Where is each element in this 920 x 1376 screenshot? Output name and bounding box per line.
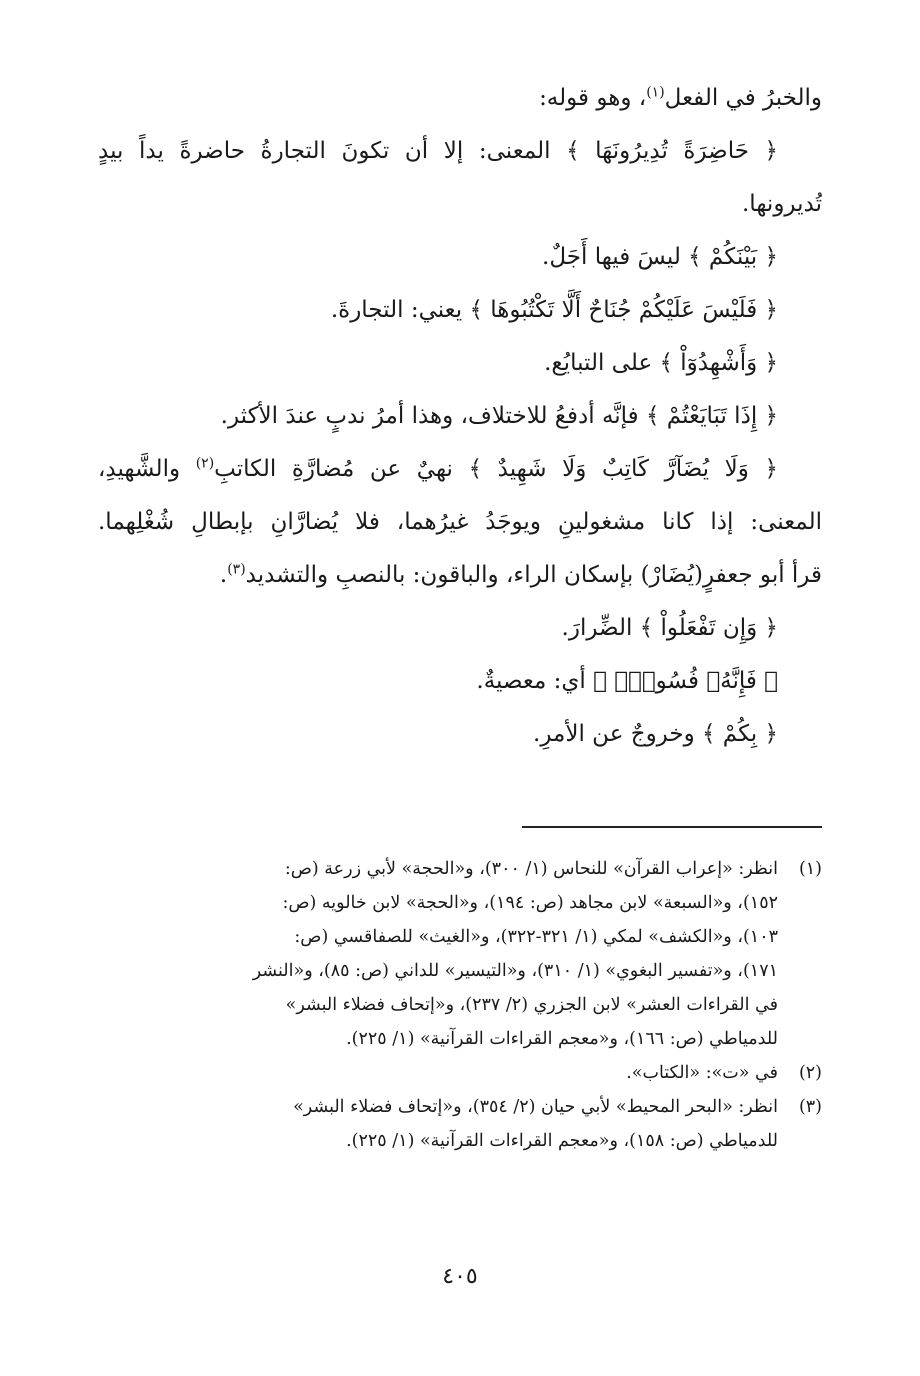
text-line-10: قرأ أبو جعفرٍ(يُضَارْ) بإسكان الراء، والباقون: بالنصبِ والتشديد$^{(٣)}$.: [219, 561, 822, 588]
footnote-number: (٢): [798, 1063, 822, 1083]
footnote-line: في القراءات العشر» لابن الجزري (٢/ ٢٣٧)، و«إتحاف فضلاء البشر»: [285, 995, 778, 1015]
text-line-3: تُديرونها.: [742, 191, 822, 217]
text-line-1: والخبرُ في الفعل$^{(١)}$، وهو قوله:: [539, 84, 822, 111]
text-line-11: ﴿ وَإِن تَفْعَلُواْ ﴾ الضِّرارَ.: [561, 615, 778, 641]
text-line-6: ﴿ وَأَشْهِدُوٓاْ ﴾ على التبايُع.: [544, 350, 778, 376]
footnote-ref-3[interactable]: (٣): [227, 561, 246, 578]
main-text: [98, 72, 822, 761]
footnote-line: انظر: «إعراب القرآن» للنحاس (١/ ٣٠٠)، و«الحجة» لأبي زرعة (ص:: [284, 859, 778, 879]
footnote-line: في «ت»: «الكتاب».: [626, 1063, 778, 1083]
text-line-4: ﴿ بَيْنَكُمْ ﴾ ليسَ فيها أَجَلٌ.: [542, 244, 778, 270]
footnote-line: ١٠٣)، و«الكشف» لمكي (١/ ٣٢١-٣٢٢)، و«الغيث» للصفاقسي (ص:: [294, 927, 778, 947]
text-line-2: ﴿ حَاضِرَةً تُدِيرُونَهَا ﴾ المعنى: إلا أن تكونَ التجارةُ حاضرةً يداً بيدٍ: [98, 138, 778, 164]
footnote-text: [98, 1056, 778, 1090]
footnote-line: للدمياطي (ص: ١٥٨)، و«معجم القراءات القرآنية» (١/ ٢٢٥).: [346, 1131, 778, 1151]
footnote-1: [98, 852, 822, 1056]
text-line-12: ﴿ فَإِنَّهُۥ فُسُوقٌۢ ﴾ أي: معصيةٌ.: [476, 668, 778, 694]
footnote-2: [98, 1056, 822, 1090]
footnote-line: للدمياطي (ص: ١٦٦)، و«معجم القراءات القرآنية» (١/ ٢٢٥).: [346, 1029, 778, 1049]
page-number: ٤٠٥: [442, 1264, 478, 1289]
footnote-line: انظر: «البحر المحيط» لأبي حيان (٢/ ٣٥٤)، و«إتحاف فضلاء البشر»: [293, 1097, 778, 1117]
footnotes: [98, 852, 822, 1158]
footnote-number: (١): [798, 859, 822, 879]
footnote-text: [98, 852, 778, 1056]
footnote-line: ١٧١)، و«تفسير البغوي» (١/ ٣١٠)، و«التيسير» للداني (ص: ٨٥)، و«النشر: [252, 961, 778, 981]
footnote-ref-2[interactable]: (٢): [195, 455, 215, 472]
text-line-8: ﴿ وَلَا يُضَآرَّ كَاتِبٌ وَلَا شَهِيدٌ ﴾ نهيٌ عن مُضارَّةِ الكاتبِ$^{(٢)}$ والشَّهيدِ،: [98, 455, 778, 482]
text-line-13: ﴿ بِكُمْ ﴾ وخروجٌ عن الأمرِ.: [533, 721, 778, 747]
text-line-9: المعنى: إذا كانا مشغولينِ ويوجَدُ غيرُهما، فلا يُضارَّانِ بإبطالِ شُغْلِهما.: [98, 509, 822, 535]
footnote-ref-1[interactable]: (١): [646, 84, 665, 101]
footnote-line: ١٥٢)، و«السبعة» لابن مجاهد (ص: ١٩٤)، و«الحجة» لابن خالويه (ص:: [282, 893, 778, 913]
footnote-number: (٣): [798, 1097, 822, 1117]
footnote-text: [98, 1090, 778, 1158]
footnote-separator: [522, 826, 822, 828]
text-line-7: ﴿ إِذَا تَبَايَعْتُمْ ﴾ فإنَّه أدفعُ للاختلاف، وهذا أمرُ ندبٍ عندَ الأكثر.: [220, 403, 778, 429]
text-line-5: ﴿ فَلَيْسَ عَلَيْكُمْ جُنَاحٌ أَلَّا تَكْتُبُوهَا ﴾ يعني: التجارةَ.: [330, 297, 778, 323]
footnote-3: [98, 1090, 822, 1158]
